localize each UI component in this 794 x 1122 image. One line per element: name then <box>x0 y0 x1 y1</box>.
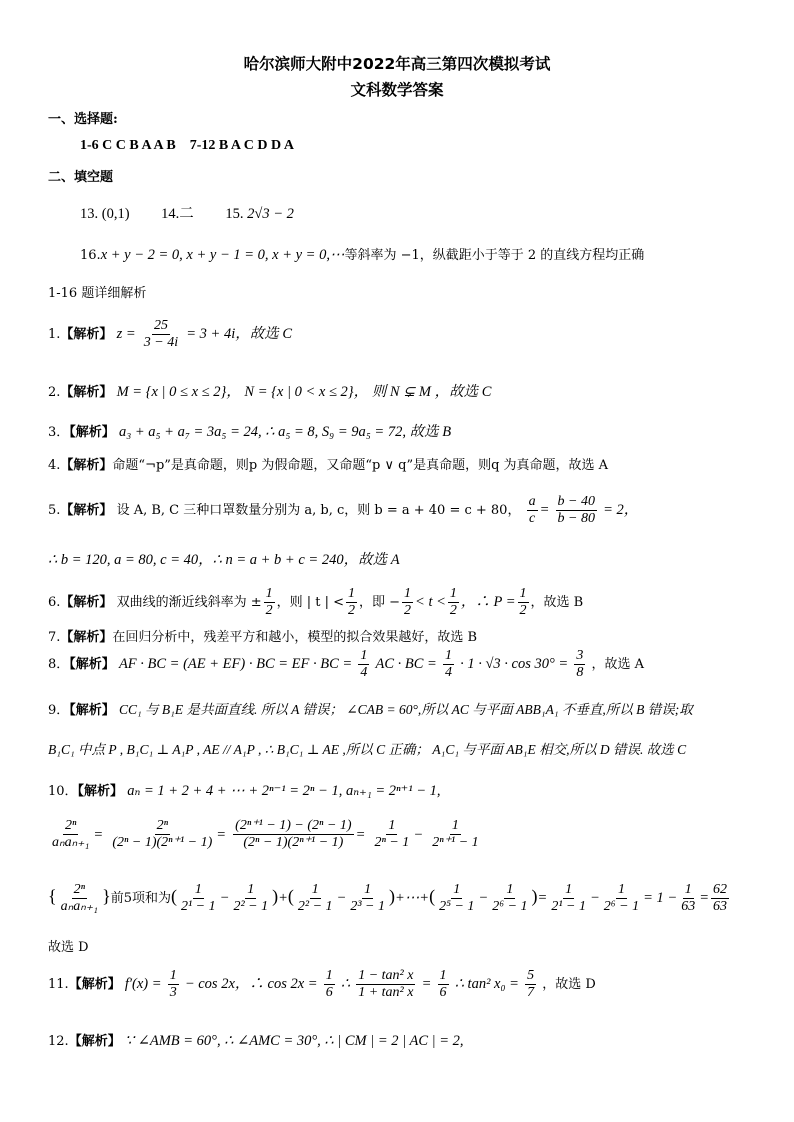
answer-16-label: 16. <box>80 248 101 263</box>
num-1: 1. <box>48 327 61 342</box>
solution-10-fraction-line: $\frac{\text{2ⁿ}}{\text{aₙaₙ₊₁}}$ = $\frac{\text{2ⁿ}}{\text{(2ⁿ − 1)(2ⁿ⁺¹ − 1)}}$ = $\frac{\text{(2ⁿ⁺¹ − 1) − (2ⁿ − 1)}}{\text{(2ⁿ − 1)(2ⁿ⁺¹ − 1)}}$ = $\frac{1}{\text{2ⁿ − 1}}$ − $\frac{1}{\text{2ⁿ⁺¹ − 1}}$ <box>52 818 479 850</box>
solution-6: 6.【解析】 双曲线的渐近线斜率为 ± $\frac{1}{2}$ ，则 | t | < $\frac{1}{2}$ ，即 − $\frac{1}{2}$ < t < $\frac{1}{2}$ ，∴ P = $\frac{1}{2}$ ，故选 B <box>48 586 584 618</box>
solution-5-text-a: 设 A, B, C 三种口罩数量分别为 a, b, c，则 b = a + 40 = c + 80， <box>116 503 521 518</box>
solution-3: 3．【解析】 a₃ + a₅ + a₇ = 3a₅ = 24, ∴ a₅ = 8, S₉ = 9a₅ = 72, 故选 B <box>48 424 452 440</box>
solution-2: 2.【解析】 M = {x | 0 ≤ x ≤ 2}， N = {x | 0 < x ≤ 2}， 则 N ⊊ M ，故选 C <box>48 384 492 400</box>
section-choice-heading: 一、选择题: <box>48 112 118 127</box>
answer-16-text: 等斜率为 −1，纵截距小于等于 2 的直线方程均正确 <box>344 248 645 263</box>
solution-3-text: a₃ + a₅ + a₇ = 3a₅ = 24, ∴ a₅ = 8, S₉ = 9a₅ = 72, 故选 B <box>118 424 452 440</box>
solution-2-text: M = {x | 0 ≤ x ≤ 2}， N = {x | 0 < x ≤ 2}， 则 N ⊊ M ，故选 C <box>116 384 492 400</box>
solution-9-cont: B₁C₁ 中点 P , B₁C₁ ⊥ A₁P , AE // A₁P , ∴ B₁C₁ ⊥ AE ,所以 C 正确； A₁C₁ 与平面 AB₁E 相交,所以 D 错误. 故选 C <box>48 742 687 757</box>
answer-16-equations: x + y − 2 = 0, x + y − 1 = 0, x + y = 0,⋯ <box>100 247 345 263</box>
answer-15-value: 2√3 − 2 <box>247 206 294 222</box>
answer-15-label: 15. <box>225 206 244 222</box>
solution-7: 7.【解析】在回归分析中，残差平方和越小，模型的拟合效果越好，故选 B <box>48 630 478 645</box>
page-subtitle: 文科数学答案 <box>350 81 444 99</box>
tag-1: 【解析】 <box>60 327 113 342</box>
solution-10: 10．【解析】 aₙ = 1 + 2 + 4 + ⋯ + 2ⁿ⁻¹ = 2ⁿ − 1, aₙ₊₁ = 2ⁿ⁺¹ − 1, <box>48 783 441 799</box>
solution-4-text: 命题“¬p”是真命题，则p 为假命题，又命题“p ∨ q”是真命题，则q 为真命题，故选 A <box>112 458 609 473</box>
solution-12: 12.【解析】 ∵ ∠AMB = 60°, ∴ ∠AMC = 30°, ∴ | CM | = 2 | AC | = 2, <box>48 1033 464 1049</box>
fill-answers-13-15 <box>80 202 794 223</box>
solution-10-conclusion: 故选 D <box>48 940 89 955</box>
solution-5-cont: ∴ b = 120, a = 80, c = 40，∴ n = a + b + c = 240，故选 A <box>48 552 400 568</box>
fraction-1: $\frac{25}{3 - 4i}$ <box>143 318 179 350</box>
solution-5: 5.【解析】 设 A, B, C 三种口罩数量分别为 a, b, c，则 b = a + 40 = c + 80， $\frac{a}{c}$ = $\frac{b - 40}{b - 80}$ = 2， <box>48 494 639 526</box>
solution-11: 11.【解析】 f′(x) = $\frac{1}{3}$ − cos 2x，∴ cos 2x = $\frac{1}{6}$ ∴ $\frac{\text{1 − tan² x}}{\text{1 + tan² x}}$ = $\frac{1}{6}$ ∴ tan² x₀ = $\frac{5}{7}$ ，故选 D <box>48 968 596 1000</box>
choice-answers: 1-6 C C B A A B 7-12 B A C D D A <box>80 138 294 153</box>
page-title: 哈尔滨师大附中2022年高三第四次模拟考试 <box>243 55 551 73</box>
section-fill-heading: 二、填空题 <box>48 170 114 185</box>
answer-14: 14.二 <box>161 206 194 222</box>
answer-13: 13. (0,1) <box>80 206 130 222</box>
answer-16 <box>80 244 794 264</box>
solution-1-result: = 3 + 4i，故选 C <box>186 326 293 342</box>
solution-1: 1.【解析】 z = $\frac{25}{3 - 4i}$ = 3 + 4i，故选 C <box>48 318 293 350</box>
solution-9: 9．【解析】 CC₁ 与 B₁E 是共面直线. 所以 A 错误； ∠CAB = 60°,所以 AC 与平面 ABB₁A₁ 不垂直,所以 B 错误;取 <box>48 702 693 718</box>
solution-10-sum-line: { $\frac{\text{2ⁿ}}{\text{aₙaₙ₊₁}}$ }前5项和为( $\frac{1}{\text{2¹ − 1}}$ − $\frac{1}{\text{2² − 1}}$ )+( $\frac{1}{\text{2² − 1}}$ − $\frac{1}{\text{2³ − 1}}$ )+⋯+( $\frac{1}{\text{2⁵ − 1}}$ − $\frac{1}{\text{2⁶ − 1}}$ )= $\frac{1}{\text{2¹ − 1}}$ − $\frac{1}{\text{2⁶ − 1}}$ = 1 − $\frac{1}{63}$ = $\frac{62}{63}$ <box>48 882 727 914</box>
solution-8: 8．【解析】 AF · BC = (AE + EF) · BC = EF · BC = $\frac{1}{4}$ AC · BC = $\frac{1}{4}$ · 1 · √3 · cos 30° = $\frac{3}{8}$ ，故选 A <box>48 648 645 680</box>
solution-4: 4.【解析】命题“¬p”是真命题，则p 为假命题，又命题“p ∨ q”是真命题，则q 为真命题，故选 A <box>48 458 609 473</box>
detail-header: 1-16 题详细解析 <box>48 286 147 301</box>
